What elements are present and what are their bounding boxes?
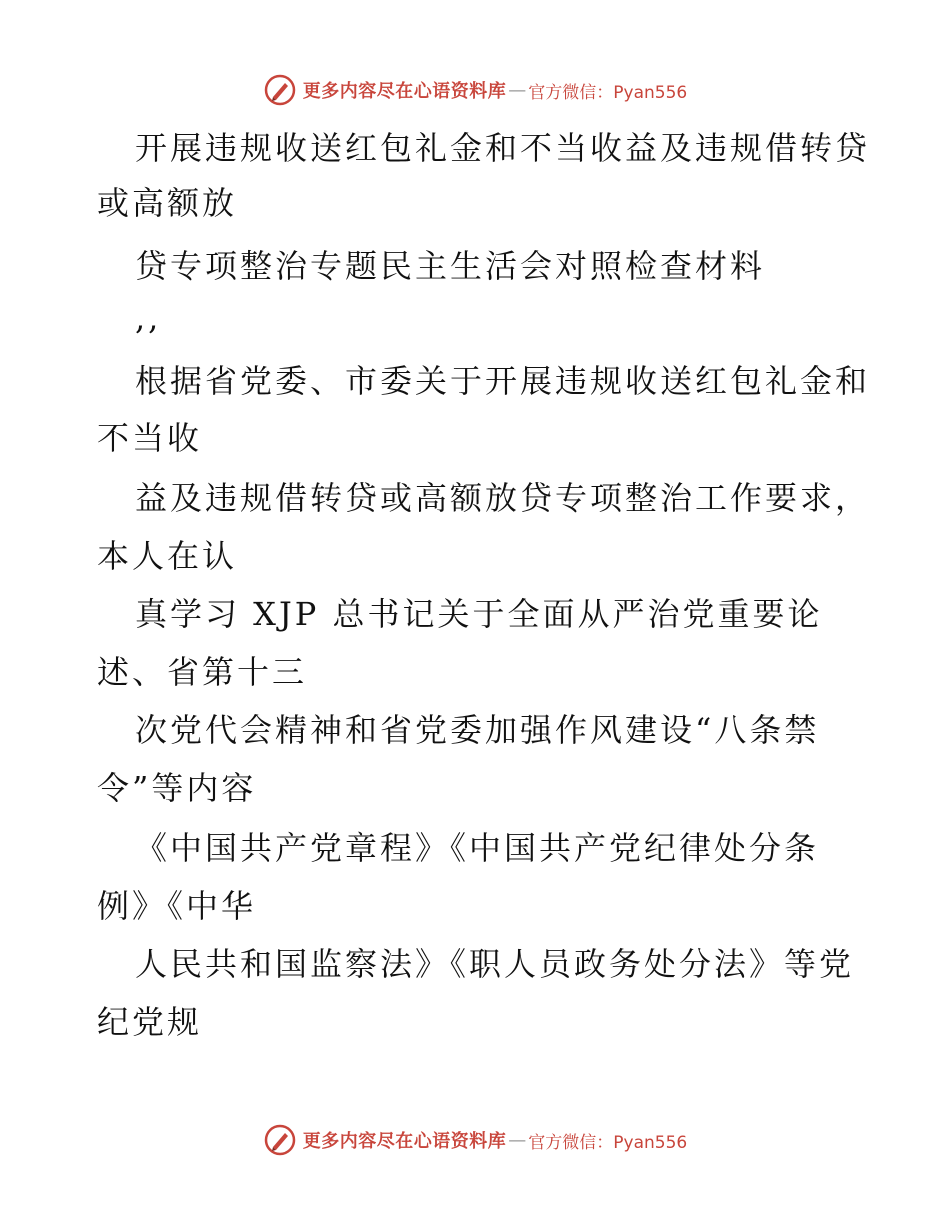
- doc-line-2: 或高额放: [97, 184, 238, 222]
- doc-line-8: 本人在认: [97, 537, 238, 575]
- header-separator: —: [508, 79, 527, 101]
- doc-line-10: 述、省第十三: [97, 653, 308, 691]
- doc-line-14: 例》《中华: [97, 887, 257, 925]
- doc-line-11: 次党代会精神和省党委加强作风建设“八条禁: [135, 711, 820, 749]
- doc-line-7: 益及违规借转贷或高额放贷专项整治工作要求，: [135, 479, 871, 517]
- footer-contact-text: 官方微信：Pyan556: [528, 1132, 688, 1153]
- doc-line-6: 不当收: [97, 419, 203, 457]
- doc-line-1: 开展违规收送红包礼金和不当收益及违规借转贷: [135, 129, 871, 167]
- doc-line-13: 《中国共产党章程》《中国共产党纪律处分条: [135, 829, 820, 867]
- header-site-text: 更多内容尽在心语资料库: [302, 81, 507, 102]
- pen-logo-icon: [263, 73, 297, 107]
- doc-line-9: 真学习 XJP 总书记关于全面从严治党重要论: [135, 595, 823, 633]
- header-contact-text: 官方微信：Pyan556: [528, 82, 688, 103]
- footer-banner: [0, 1120, 950, 1160]
- doc-line-5: 根据省党委、市委关于开展违规收送红包礼金和: [135, 362, 871, 400]
- doc-line-3: 贷专项整治专题民主生活会对照检查材料: [135, 247, 766, 285]
- pen-logo-icon: [263, 1123, 297, 1157]
- doc-line-16: 纪党规: [97, 1003, 203, 1041]
- doc-line-15: 人民共和国监察法》《职人员政务处分法》等党: [135, 945, 855, 983]
- doc-line-4: ,,: [135, 299, 162, 337]
- footer-separator: —: [508, 1129, 527, 1151]
- doc-line-12: 令”等内容: [97, 769, 257, 807]
- header-banner: [0, 70, 950, 110]
- footer-site-text: 更多内容尽在心语资料库: [302, 1131, 507, 1152]
